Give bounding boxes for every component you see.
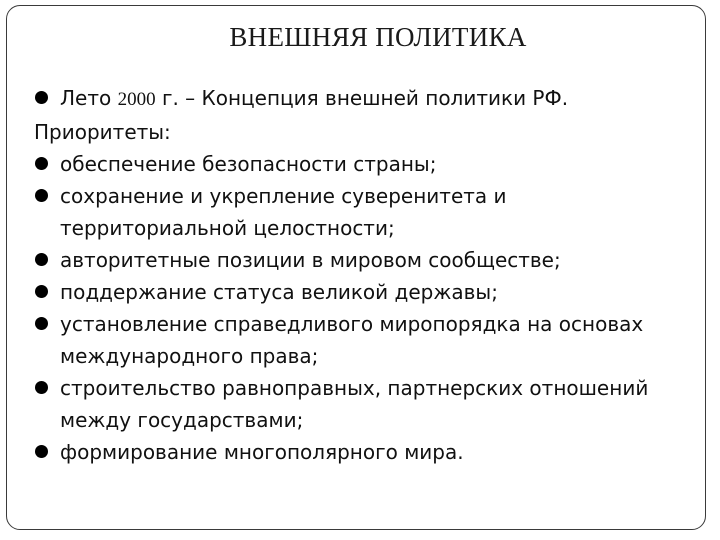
priority-item: авторитетные позиции в мировом сообществе; xyxy=(34,244,694,276)
priority-item: поддержание статуса великой державы; xyxy=(34,276,694,308)
intro-lead: Лето xyxy=(60,86,118,110)
intro-year: 2000 xyxy=(117,89,156,110)
priority-item: сохранение и укрепление суверенитета и территориальной целостности; xyxy=(34,180,694,244)
priority-item: установление справедливого миропорядка на основах международного права; xyxy=(34,308,694,372)
priority-item: обеспечение безопасности страны; xyxy=(34,148,694,180)
slide-title: ВНЕШНЯЯ ПОЛИТИКА xyxy=(229,22,527,52)
priorities-label: Приоритеты: xyxy=(34,120,171,144)
intro-rest: г. – Концепция внешней политики РФ. xyxy=(155,86,569,110)
priority-item: формирование многополярного мира. xyxy=(34,436,694,468)
slide-content xyxy=(34,82,694,468)
intro-line xyxy=(34,82,694,116)
priority-item: строительство равноправных, партнерских отношений между государствами; xyxy=(34,372,694,436)
